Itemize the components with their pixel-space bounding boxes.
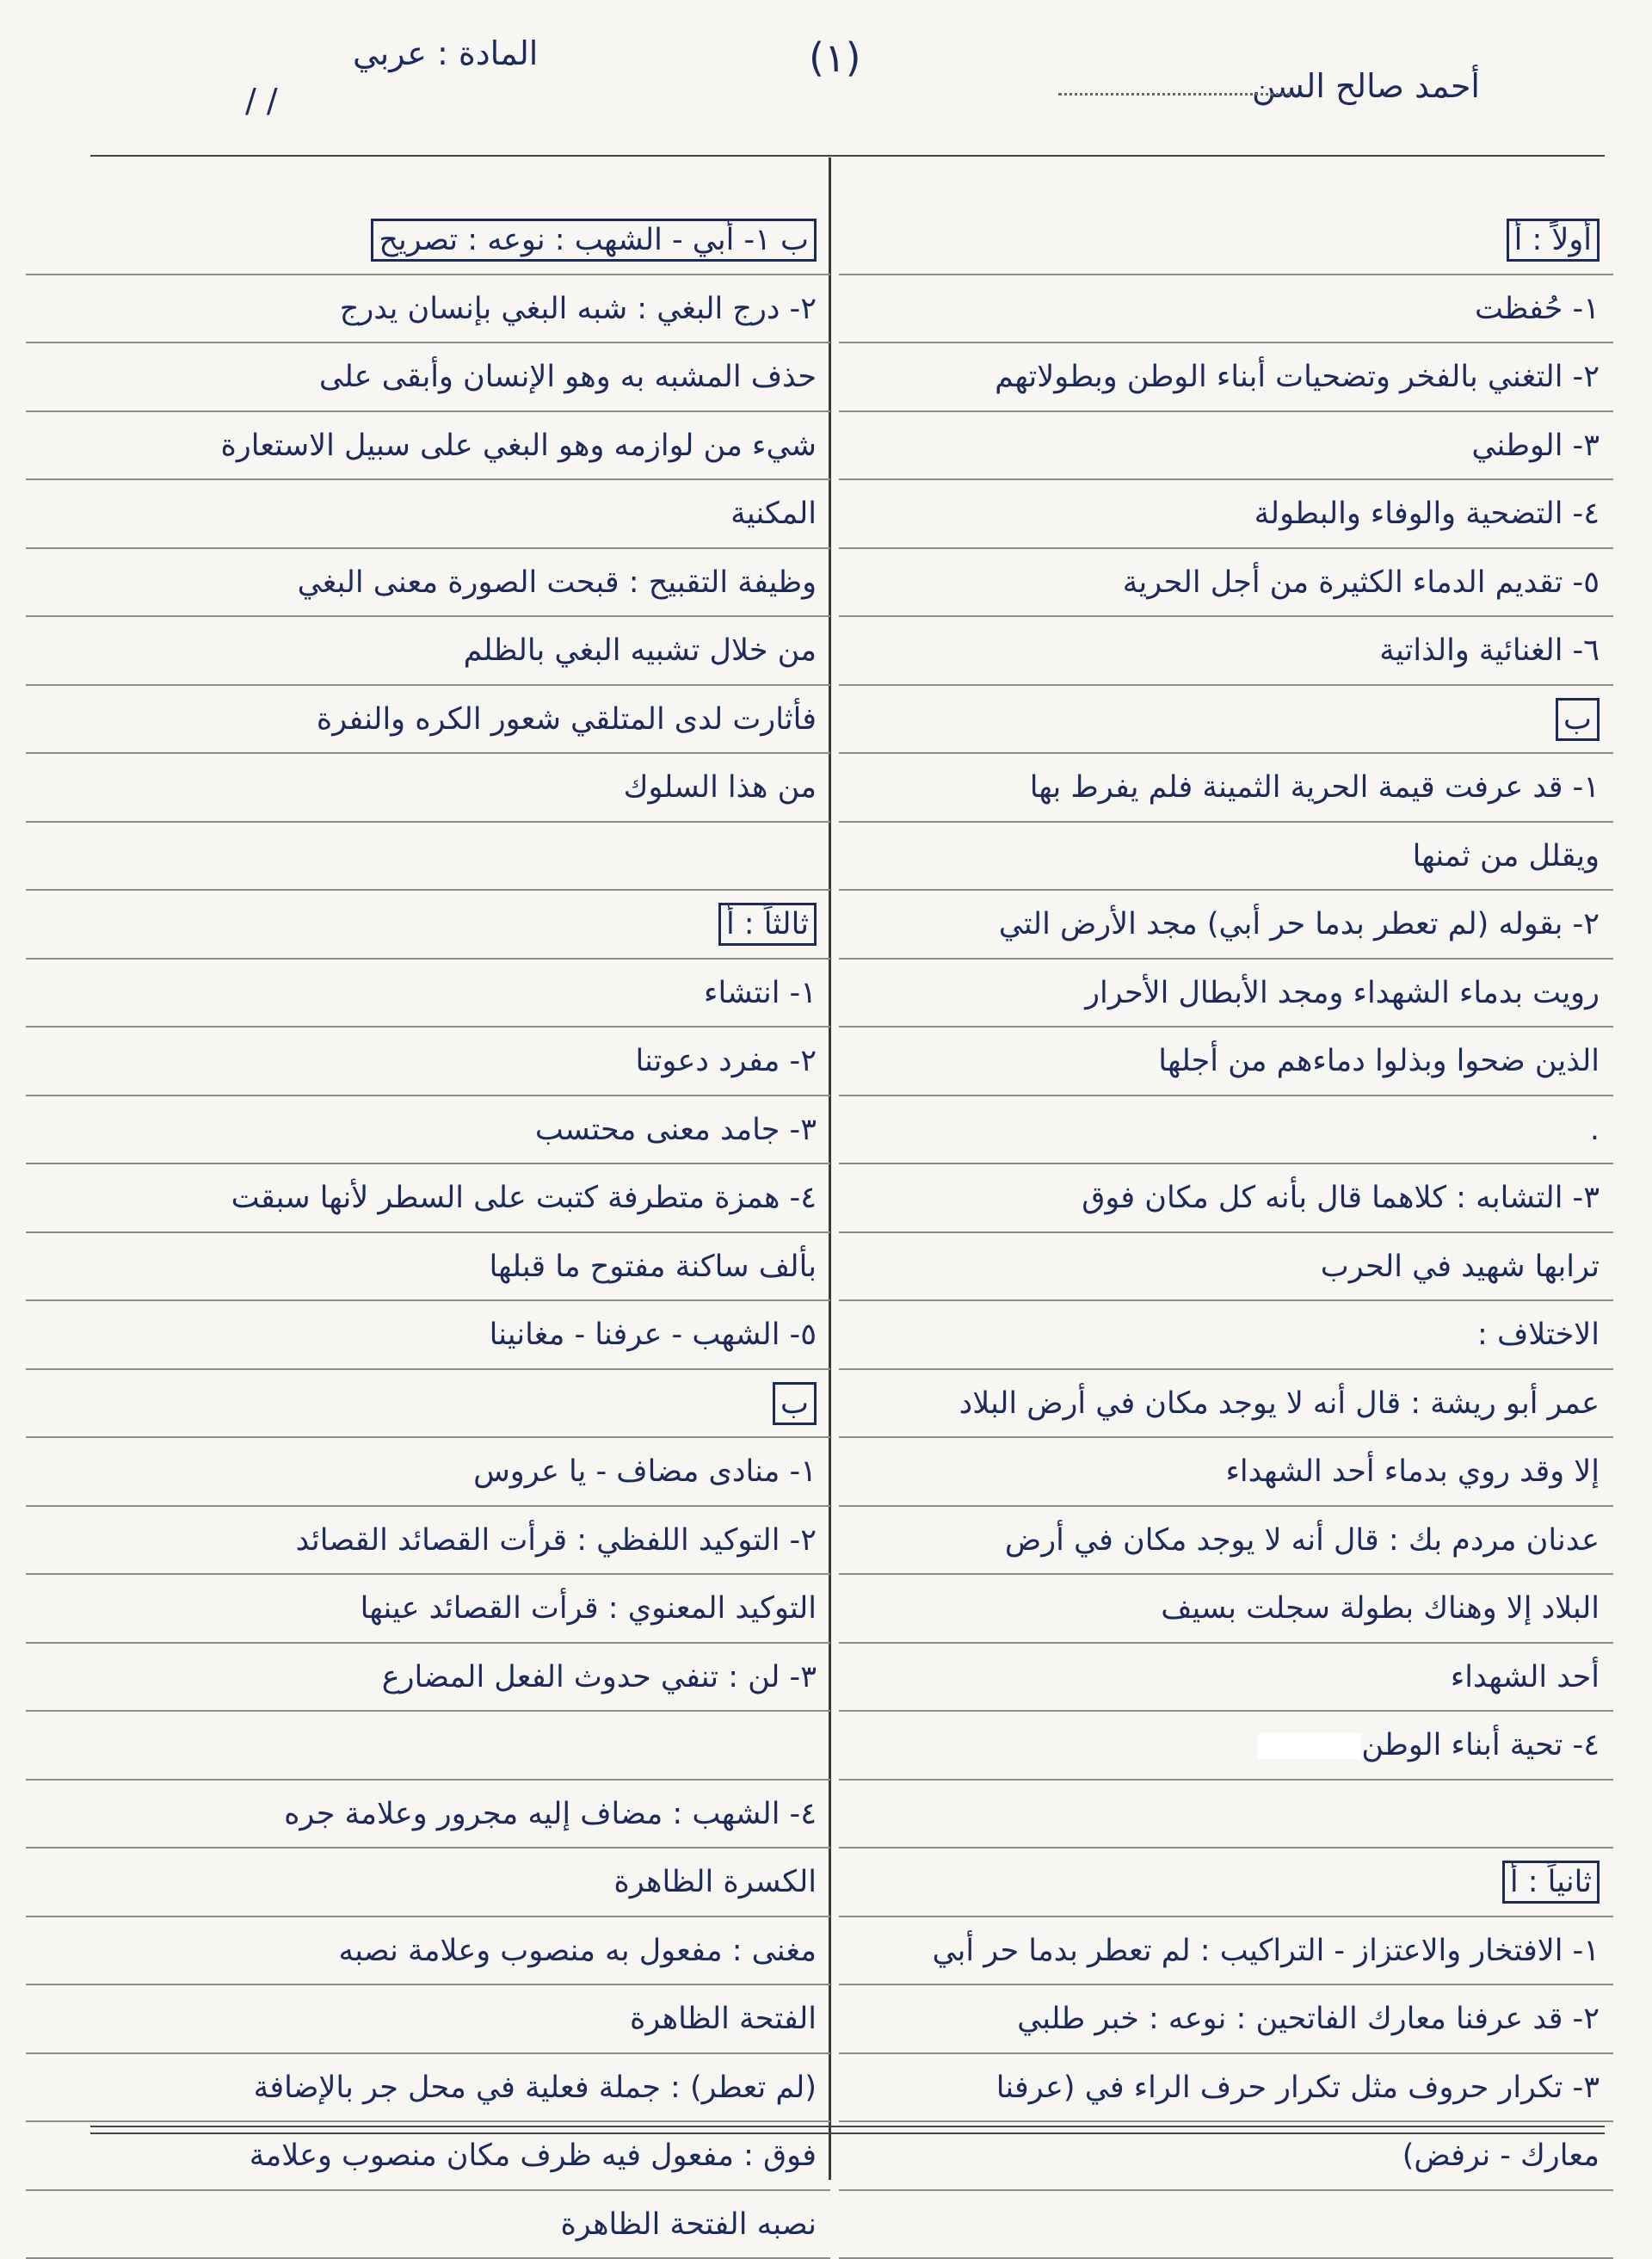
answer-line (26, 1096, 830, 1165)
answer-line (26, 1849, 830, 1917)
answer-text: ٢- مفرد دعوتنا (635, 1044, 817, 1078)
answer-line (839, 1028, 1613, 1096)
answer-text: فوق : مفعول فيه ظرف مكان منصوب وعلامة (250, 2139, 817, 2173)
correction-mark (1258, 1733, 1361, 1759)
answer-text: ٤- التضحية والوفاء والبطولة (1254, 497, 1600, 531)
answer-text: رويت بدماء الشهداء ومجد الأبطال الأحرار (1085, 976, 1600, 1010)
answer-line (839, 754, 1613, 823)
answer-text: ١- الافتخار والاعتزاز - التراكيب : لم تعطر بدما حر أبي (932, 1934, 1600, 1968)
answer-line (839, 1301, 1613, 1370)
answer-text: ٤- تحية أبناء الوطن (1361, 1728, 1600, 1762)
answer-text: مغنى : مفعول به منصوب وعلامة نصبه (338, 1934, 817, 1968)
answer-text: عدنان مردم بك : قال أنه لا يوجد مكان في أرض (1005, 1523, 1600, 1558)
answer-line (839, 1233, 1613, 1302)
answer-line (26, 1917, 830, 1986)
answer-text: ٦- الغنائية والذاتية (1379, 633, 1600, 668)
answer-line (839, 1438, 1613, 1507)
answer-line (839, 2122, 1613, 2191)
answer-line (839, 1096, 1613, 1165)
answer-line (26, 2122, 830, 2191)
section-heading: أولاً : أ (1507, 219, 1600, 262)
answer-line (839, 823, 1613, 892)
answer-text: ٥- الشهب - عرفنا - مغانينا (490, 1318, 817, 1352)
answer-text: ٣- الوطني (1471, 429, 1600, 463)
answer-text: فأثارت لدى المتلقي شعور الكره والنفرة (317, 702, 817, 737)
answer-text: ٣- جامد معنى محتسب (535, 1113, 817, 1147)
answer-text: ١- حُفظت (1475, 292, 1600, 326)
answer-line (26, 480, 830, 549)
answer-text: المكنية (730, 497, 817, 531)
answer-line (26, 549, 830, 618)
answer-text: أحد الشهداء (1451, 1660, 1600, 1694)
answer-line (26, 960, 830, 1028)
answer-text: ٢- التوكيد اللفظي : قرأت القصائد القصائد (296, 1523, 817, 1558)
answer-line (26, 1644, 830, 1713)
answer-line (26, 1575, 830, 1644)
answer-text: ٢- درج البغي : شبه البغي بإنسان يدرج (340, 292, 817, 326)
answer-text: وظيفة التقبيح : قبحت الصورة معنى البغي (298, 565, 817, 600)
answer-text: (لم تعطر) : جملة فعلية في محل جر بالإضافة (254, 2071, 817, 2105)
answer-text: ١- انتشاء (704, 976, 817, 1010)
top-rule (90, 155, 1605, 157)
answer-line (26, 2054, 830, 2123)
answer-line (26, 1712, 830, 1781)
answer-line (839, 1917, 1613, 1986)
answer-line (26, 412, 830, 481)
answer-line (26, 1370, 830, 1439)
answer-text: ويقلل من ثمنها (1413, 839, 1600, 873)
answer-text: عمر أبو ريشة : قال أنه لا يوجد مكان في أرض البلاد (959, 1386, 1600, 1421)
section-heading: ثالثاً : أ (718, 903, 817, 946)
answer-text: معارك - نرفض) (1402, 2139, 1600, 2173)
answer-line (26, 1028, 830, 1096)
answer-line (839, 2054, 1613, 2123)
answer-line (26, 207, 830, 275)
answer-text: ٥- تقديم الدماء الكثيرة من أجل الحرية (1123, 565, 1600, 600)
student-name: أحمد صالح السن (1252, 67, 1480, 105)
answer-text: شيء من لوازمه وهو البغي على سبيل الاستعارة (220, 429, 817, 463)
answer-line (26, 1781, 830, 1849)
answer-text: من هذا السلوك (624, 770, 817, 805)
answer-line (26, 1164, 830, 1233)
answer-text: التوكيد المعنوي : قرأت القصائد عينها (361, 1591, 817, 1626)
answer-text: الفتحة الظاهرة (630, 2002, 817, 2036)
answer-line (26, 754, 830, 823)
answer-text: إلا وقد روي بدماء أحد الشهداء (1225, 1454, 1600, 1489)
answer-line (26, 2191, 830, 2259)
page-number: (١) (809, 34, 861, 81)
answer-line (839, 1370, 1613, 1439)
answer-text: ٣- تكرار حروف مثل تكرار حرف الراء في (عرفنا (996, 2071, 1600, 2105)
section-heading: ب (773, 1382, 817, 1425)
answer-line (839, 891, 1613, 960)
answer-text: ٤- الشهب : مضاف إليه مجرور وعلامة جره (284, 1797, 817, 1831)
answer-line (26, 891, 830, 960)
answer-line (26, 686, 830, 755)
answer-text: ١- قد عرفت قيمة الحرية الثمينة فلم يفرط بها (1030, 770, 1600, 805)
answer-text: ٢- التغني بالفخر وتضحيات أبناء الوطن وبطولاتهم (995, 360, 1600, 394)
answer-line (839, 1712, 1613, 1781)
answer-line (839, 1985, 1613, 2054)
answer-line (839, 686, 1613, 755)
answer-line (839, 480, 1613, 549)
answer-line (26, 823, 830, 892)
answer-text: ترابها شهيد في الحرب (1321, 1250, 1600, 1284)
answer-text: البلاد إلا وهناك بطولة سجلت بسيف (1161, 1591, 1600, 1626)
section-heading: ب (1556, 698, 1600, 741)
answer-line (26, 275, 830, 344)
subject-label: المادة : عربي (353, 34, 538, 72)
answer-line (839, 275, 1613, 344)
left-column (26, 207, 830, 2259)
answer-line (26, 1438, 830, 1507)
answer-line (839, 1507, 1613, 1576)
right-column (839, 207, 1613, 2259)
name-dotted-line (1058, 93, 1291, 96)
answer-text: حذف المشبه به وهو الإنسان وأبقى على (319, 360, 817, 394)
answer-text: ٤- همزة متطرفة كتبت على السطر لأنها سبقت (231, 1181, 817, 1215)
answer-line (839, 343, 1613, 412)
answer-line (26, 1301, 830, 1370)
answer-text: الذين ضحوا وبذلوا دماءهم من أجلها (1158, 1044, 1600, 1078)
answer-text: ٢- بقوله (لم تعطر بدما حر أبي) مجد الأرض التي (999, 907, 1600, 941)
answer-line (26, 343, 830, 412)
answer-line (839, 1849, 1613, 1917)
answer-line (839, 1575, 1613, 1644)
answer-line (26, 1233, 830, 1302)
answer-text: الكسرة الظاهرة (613, 1865, 817, 1899)
answer-line (839, 1781, 1613, 1849)
answer-text: ٣- التشابه : كلاهما قال بأنه كل مكان فوق (1082, 1181, 1600, 1215)
date-field: / / (245, 82, 278, 120)
section-heading: ب ١- أبي - الشهب : نوعه : تصريح (371, 219, 817, 262)
answer-line (26, 617, 830, 686)
answer-text: الاختلاف : (1477, 1318, 1600, 1352)
answer-text: ١- منادى مضاف - يا عروس (473, 1454, 817, 1489)
answer-line (26, 1985, 830, 2054)
answer-text: . (1590, 1113, 1600, 1147)
answer-line (839, 960, 1613, 1028)
section-heading: ثانياً : أ (1502, 1861, 1600, 1904)
answer-line (839, 549, 1613, 618)
answer-line (839, 2191, 1613, 2259)
answer-text: ٣- لن : تنفي حدوث الفعل المضارع (382, 1660, 817, 1694)
answer-text: نصبه الفتحة الظاهرة (560, 2207, 817, 2242)
answer-text: من خلال تشبيه البغي بالظلم (464, 633, 817, 668)
answer-text: ٢- قد عرفنا معارك الفاتحين : نوعه : خبر طلبي (1017, 2002, 1600, 2036)
answer-line (839, 207, 1613, 275)
answer-line (839, 1644, 1613, 1713)
answer-line (839, 617, 1613, 686)
answer-text: بألف ساكنة مفتوح ما قبلها (489, 1250, 817, 1284)
answer-line (839, 1164, 1613, 1233)
answer-line (839, 412, 1613, 481)
answer-line (26, 1507, 830, 1576)
